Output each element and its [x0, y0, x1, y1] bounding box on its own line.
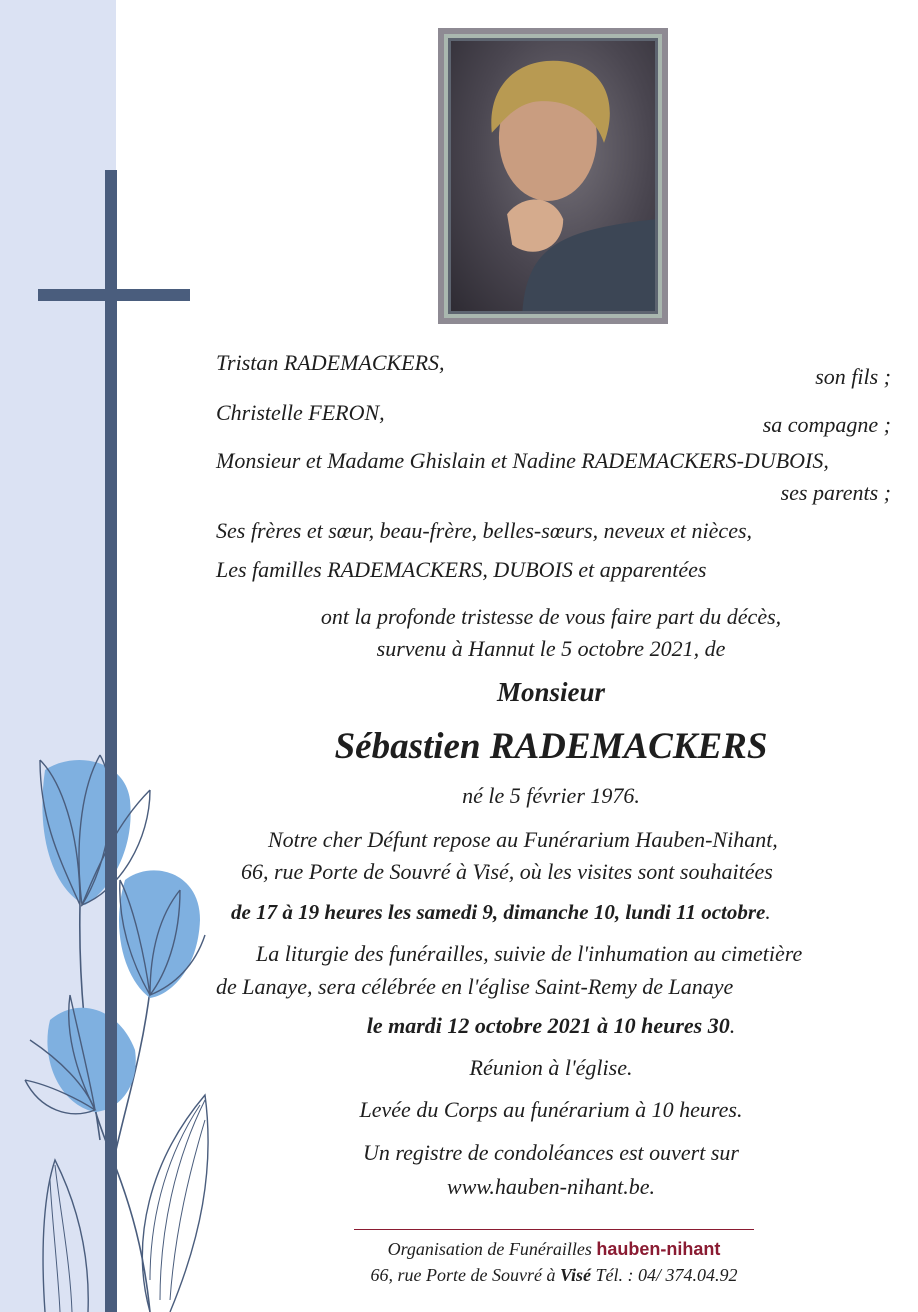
footer-organisation: Organisation de Funérailles hauben-nihant	[387, 1239, 721, 1259]
family-name-3: Monsieur et Madame Ghislain et Nadine RADEMACKERS-DUBOIS,	[216, 448, 829, 473]
registre-url[interactable]: www.hauben-nihant.be.	[447, 1174, 655, 1199]
family-name-2: Christelle FERON,	[216, 400, 385, 425]
levee-note: Levée du Corps au funérarium à 10 heures.	[359, 1097, 743, 1122]
cross-horizontal-bar	[38, 289, 190, 301]
family-relation-2: sa compagne ;	[762, 412, 891, 437]
family-others-1: Ses frères et sœur, beau-frère, belles-sœurs, neveux et nièces,	[216, 518, 753, 543]
birth-date: né le 5 février 1976.	[462, 783, 640, 808]
footer-divider	[354, 1229, 754, 1230]
announcement-line-1: ont la profonde tristesse de vous faire part du décès,	[320, 604, 782, 629]
funeral-date: le mardi 12 octobre 2021 à 10 heures 30.	[366, 1013, 736, 1038]
announcement-line-2: survenu à Hannut le 5 octobre 2021, de	[376, 636, 726, 661]
cross-vertical-bar	[105, 170, 117, 1312]
visitation-line-2: 66, rue Porte de Souvré à Visé, où les visites sont souhaitées	[241, 859, 773, 884]
portrait-photo-frame	[438, 28, 668, 324]
family-relation-1: son fils ;	[815, 364, 891, 389]
family-others-2: Les familles RADEMACKERS, DUBOIS et apparentées	[216, 557, 707, 582]
funeral-line-2: de Lanaye, sera célébrée en l'église Saint-Remy de Lanaye	[216, 974, 734, 999]
visitation-line-1: Notre cher Défunt repose au Funérarium Hauben-Nihant,	[268, 827, 778, 852]
family-relation-3: ses parents ;	[780, 480, 891, 505]
deceased-name: Sébastien RADEMACKERS	[334, 726, 768, 767]
funeral-line-1: La liturgie des funérailles, suivie de l'inhumation au cimetière	[256, 941, 803, 966]
family-name-1: Tristan RADEMACKERS,	[216, 350, 445, 375]
brand-logo-text: hauben-nihant	[596, 1239, 721, 1259]
registre-line-1: Un registre de condoléances est ouvert sur	[363, 1140, 739, 1165]
portrait-photo	[448, 38, 658, 314]
footer-address: 66, rue Porte de Souvré à Visé Tél. : 04/ 374.04.92	[370, 1265, 738, 1285]
reunion-note: Réunion à l'église.	[469, 1055, 633, 1080]
visitation-hours: de 17 à 19 heures les samedi 9, dimanche 10, lundi 11 octobre.	[231, 900, 771, 924]
deceased-title: Monsieur	[496, 677, 606, 707]
